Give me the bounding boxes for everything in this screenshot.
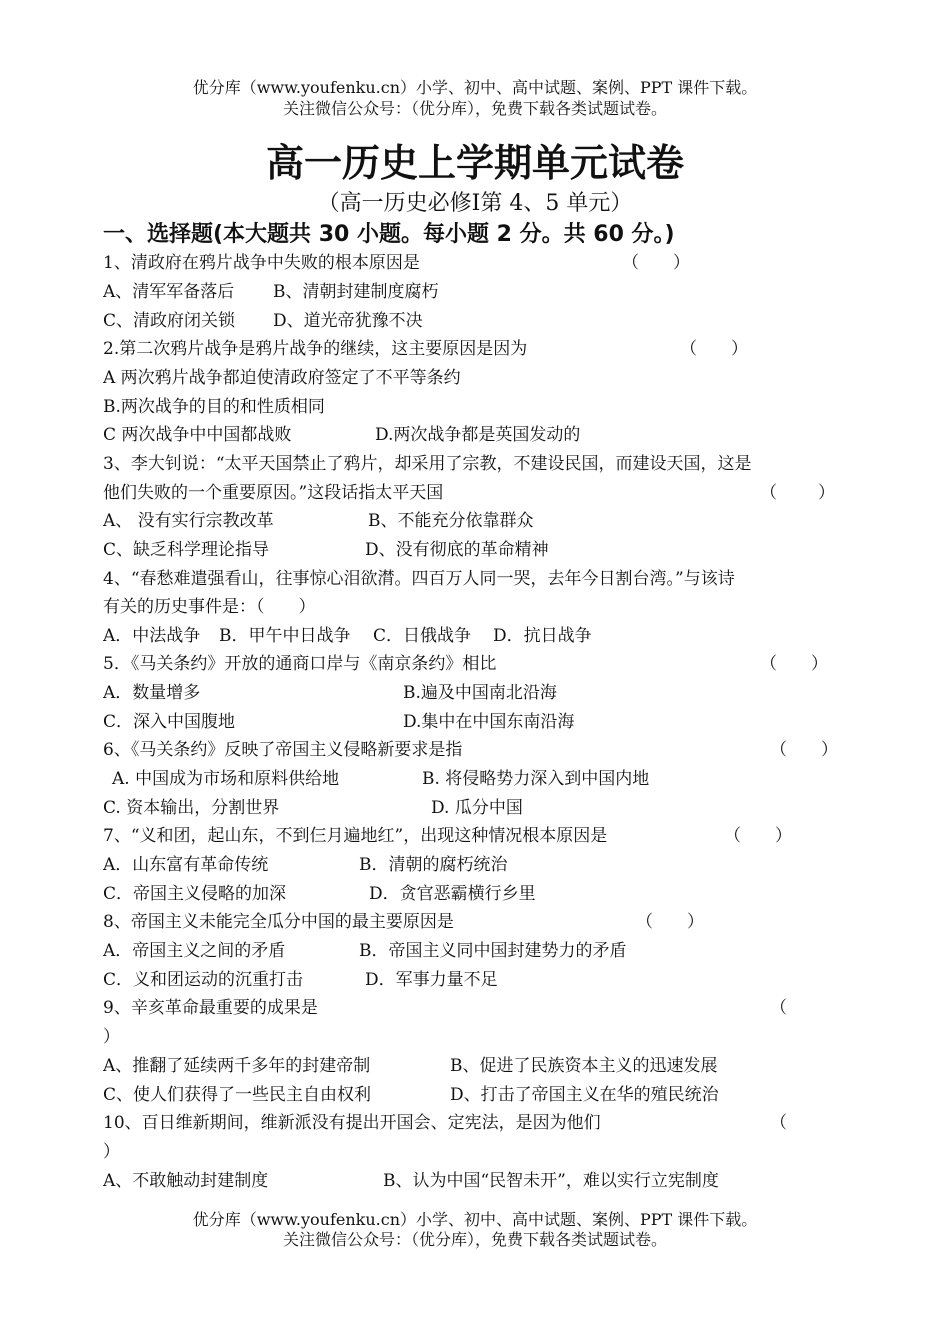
option-7a: A．山东富有革命传统 bbox=[103, 855, 269, 875]
option-6c: C. 资本输出，分割世界 bbox=[103, 798, 280, 818]
answer-blank-10-open: （ bbox=[770, 1113, 787, 1133]
question-5-stem: 5．《马关条约》开放的通商口岸与《南京条约》相比 bbox=[103, 654, 497, 674]
question-9-stem: 9、辛亥革命最重要的成果是 bbox=[103, 998, 318, 1018]
question-3-options-row-2 bbox=[103, 538, 549, 562]
question-9-options-row-2 bbox=[103, 1083, 719, 1107]
option-4d: D．抗日战争 bbox=[493, 626, 592, 646]
question-6-options-row-2 bbox=[103, 796, 523, 820]
option-6b: B. 将侵略势力深入到中国内地 bbox=[422, 769, 650, 789]
option-1b: B、清朝封建制度腐朽 bbox=[273, 282, 439, 302]
question-2-stem: 2.第二次鸦片战争是鸦片战争的继续，这主要原因是因为 bbox=[103, 339, 528, 359]
answer-blank-3-open: （ bbox=[760, 483, 777, 503]
question-8-stem: 8、帝国主义未能完全瓜分中国的最主要原因是 bbox=[103, 912, 454, 932]
question-1-stem: 1、清政府在鸦片战争中失败的根本原因是 bbox=[103, 253, 420, 273]
header-line-2: 关注微信公众号：（优分库），免费下载各类试题试卷。 bbox=[282, 99, 667, 118]
question-6-stem: 6、《马关条约》反映了帝国主义侵略新要求是指 bbox=[103, 740, 463, 760]
answer-blank-10-close: ） bbox=[103, 1142, 120, 1162]
option-1c: C、清政府闭关锁 bbox=[103, 311, 236, 331]
question-2-options-row-3 bbox=[103, 423, 581, 447]
question-1-options-row-2 bbox=[103, 309, 423, 333]
answer-blank-9-open: （ bbox=[770, 998, 787, 1018]
option-6d: D. 瓜分中国 bbox=[431, 798, 523, 818]
question-5-options-row-2 bbox=[103, 710, 575, 734]
option-1d: D、道光帝犹豫不决 bbox=[273, 311, 423, 331]
option-8c: C．义和团运动的沉重打击 bbox=[103, 970, 304, 990]
question-3-options-row-1 bbox=[103, 509, 534, 533]
question-7-options-row-1 bbox=[103, 853, 508, 877]
header-line-1: 优分库（www.youfenku.cn）小学、初中、高中试题、案例、PPT 课件下载。 bbox=[192, 78, 758, 97]
question-4-stem-line-2: 有关的历史事件是：（ ） bbox=[103, 597, 316, 617]
question-10-stem: 10、百日维新期间，维新派没有提出开国会、定宪法，是因为他们 bbox=[103, 1113, 601, 1133]
option-9c: C、使人们获得了一些民主自由权利 bbox=[103, 1085, 372, 1105]
answer-blank-6: （ ） bbox=[770, 740, 838, 760]
option-4b: B．甲午中日战争 bbox=[219, 626, 351, 646]
option-3c: C、缺乏科学理论指导 bbox=[103, 540, 270, 560]
answer-blank-3-close: ） bbox=[818, 483, 835, 503]
question-3-stem-line-2: 他们失败的一个重要原因。”这段话指太平天国 bbox=[103, 483, 444, 503]
answer-blank-5: （ ） bbox=[760, 654, 828, 674]
option-5a: A．数量增多 bbox=[103, 683, 201, 703]
question-6-options-row-1 bbox=[112, 767, 650, 791]
option-2d: D.两次战争都是英国发动的 bbox=[375, 425, 581, 445]
option-5d: D.集中在中国东南沿海 bbox=[403, 712, 575, 732]
question-4-options-row bbox=[103, 624, 592, 648]
exam-subtitle: （高一历史必修Ⅰ第 4、5 单元） bbox=[317, 191, 633, 216]
option-2b: B.两次战争的目的和性质相同 bbox=[103, 397, 325, 417]
question-8-options-row-1 bbox=[103, 939, 627, 963]
option-9b: B、促进了民族资本主义的迅速发展 bbox=[450, 1056, 718, 1076]
option-7d: D．贪官恶霸横行乡里 bbox=[369, 884, 536, 904]
question-9-options-row-1 bbox=[103, 1054, 718, 1078]
footer-line-1: 优分库（www.youfenku.cn）小学、初中、高中试题、案例、PPT 课件下载。 bbox=[192, 1210, 758, 1229]
question-5-options-row-1 bbox=[103, 681, 557, 705]
option-10a: A、不敢触动封建制度 bbox=[103, 1171, 269, 1191]
question-4-stem-line-1: 4、“春愁难遣强看山，往事惊心泪欲潸。四百万人同一哭，去年今日割台湾。”与该诗 bbox=[103, 569, 735, 589]
option-2c: C 两次战争中中国都战败 bbox=[103, 425, 292, 445]
answer-blank-1: （ ） bbox=[622, 253, 690, 273]
option-1a: A、清军军备落后 bbox=[103, 282, 235, 302]
option-3b: B、不能充分依靠群众 bbox=[368, 511, 534, 531]
option-9d: D、打击了帝国主义在华的殖民统治 bbox=[450, 1085, 719, 1105]
section-heading: 一、选择题(本大题共 30 小题。每小题 2 分。共 60 分。) bbox=[103, 222, 675, 247]
question-3-stem-line-1: 3、李大钊说：“太平天国禁止了鸦片，却采用了宗教，不建设民国，而建设天国，这是 bbox=[103, 454, 752, 474]
option-3d: D、没有彻底的革命精神 bbox=[365, 540, 549, 560]
option-2a: A 两次鸦片战争都迫使清政府签定了不平等条约 bbox=[103, 368, 461, 388]
question-10-options-row-1 bbox=[103, 1169, 719, 1193]
option-9a: A、推翻了延续两千多年的封建帝制 bbox=[103, 1056, 371, 1076]
answer-blank-7: （ ） bbox=[724, 826, 792, 846]
footer-line-2: 关注微信公众号：（优分库），免费下载各类试题试卷。 bbox=[282, 1230, 667, 1249]
option-4a: A．中法战争 bbox=[103, 626, 201, 646]
answer-blank-2: （ ） bbox=[680, 339, 748, 359]
option-10b: B、认为中国“民智未开”，难以实行立宪制度 bbox=[383, 1171, 719, 1191]
option-3a: A、 没有实行宗教改革 bbox=[103, 511, 274, 531]
option-4c: C．日俄战争 bbox=[373, 626, 472, 646]
option-8a: A．帝国主义之间的矛盾 bbox=[103, 941, 286, 961]
option-5b: B.遍及中国南北沿海 bbox=[403, 683, 557, 703]
option-6a: A. 中国成为市场和原料供给地 bbox=[112, 769, 340, 789]
answer-blank-9-close: ） bbox=[103, 1027, 120, 1047]
question-1-options-row-1 bbox=[103, 280, 439, 304]
option-8d: D．军事力量不足 bbox=[365, 970, 498, 990]
option-7b: B．清朝的腐朽统治 bbox=[359, 855, 508, 875]
exam-title: 高一历史上学期单元试卷 bbox=[265, 141, 684, 185]
question-8-options-row-2 bbox=[103, 968, 498, 992]
option-7c: C．帝国主义侵略的加深 bbox=[103, 884, 287, 904]
option-5c: C．深入中国腹地 bbox=[103, 712, 236, 732]
question-7-options-row-2 bbox=[103, 882, 536, 906]
answer-blank-8: （ ） bbox=[636, 912, 704, 932]
question-7-stem: 7、“义和团，起山东，不到仨月遍地红”，出现这种情况根本原因是 bbox=[103, 826, 608, 846]
option-8b: B．帝国主义同中国封建势力的矛盾 bbox=[359, 941, 627, 961]
